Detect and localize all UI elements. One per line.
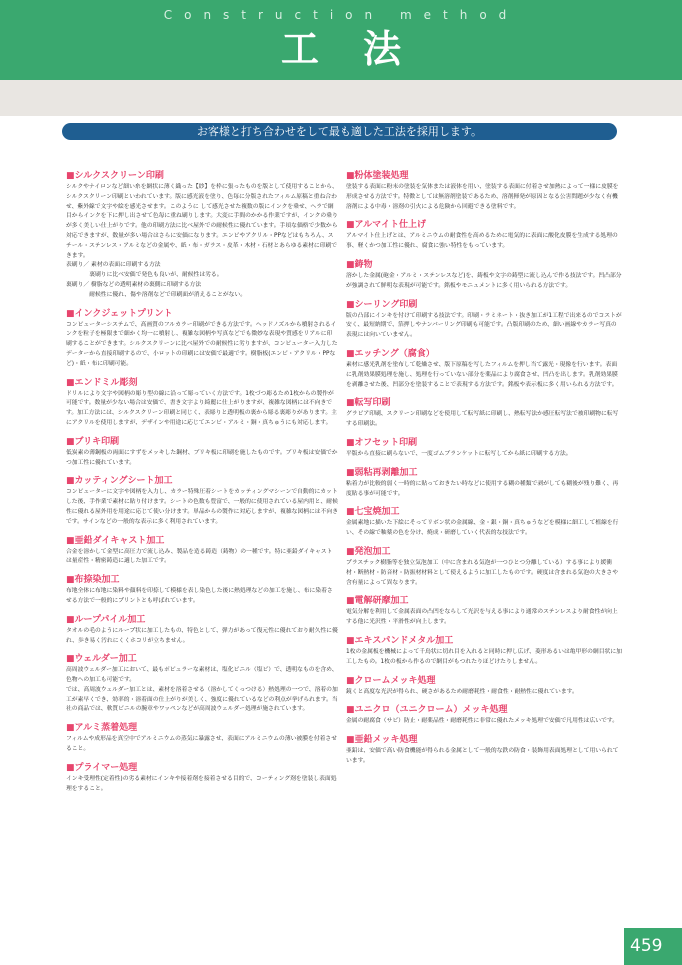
method-description: 低炭素の薄鋼板の両面にすずをメッキした鋼材、ブリキ板に印刷を施したものです。ブリキ板は安価でかつ加工性に優れています。 (66, 449, 338, 466)
method-section (66, 308, 338, 370)
method-heading: ■粉体塗装処理 (346, 171, 409, 181)
method-heading: ■オフセット印刷 (346, 437, 418, 448)
method-heading: ■発泡加工 (346, 546, 391, 557)
method-heading: ■電解研摩加工 (346, 596, 409, 607)
method-section (66, 535, 338, 568)
method-description: 金属の耐腐食（サビ）防止・耐薬品性・耐磨耗性に非常に優れたメッキ処理で安価で凡用性は広いです。 (346, 718, 618, 725)
method-description: プラスチック樹脂等を独立気泡加工（中に含まれる気泡が一つひとつ分離している）する事により緩衝材・断熱材・防音材・防振材材料として使えるように加工したものです。硬度は含まれる気泡の大きさや含有量によって異なります。 (346, 559, 618, 586)
method-description: 鏡くと高度な光沢が得られ、硬さがあるため耐磨耗性・耐食性・耐熱性に優れています。 (346, 688, 578, 695)
method-description: 塗装する表面に粉末の塗装を気体または液体を用い、塗装する表面に付着させ加熱によって一様に皮膜を形成させる方法です。特徴としては無溶剤塗装であるため、溶剤揮発が原因となる公害問題が少なく有機溶剤による中毒・溶剤の引火による危険から回避できる塗料です。 (346, 184, 619, 210)
method-description: 素材に感光乳剤を塗布して乾燥させ、版下原稿を写したフィルムを押し当て露光・現像を行います。表面に乳剤効果膜処理を施し、処理を行っていない部分を薬品により腐食させ、凹凸を出します。乳剤効果膜を剥離させた後、凹部分を塗装することで表現する方法です。銘板や表示板に多く用いられる方法です。 (346, 361, 618, 388)
intro-banner (62, 123, 617, 140)
method-heading: ■七宝焼加工 (346, 507, 400, 518)
method-description: 亜鉛は、安価で高い防食機能が得られる金属として一般的な鉄の防食・装飾用表面処理として用いられています。 (346, 748, 619, 764)
method-description: 溶かした金属(砲金・アルミ・ステンレスなど)を、鋳板や文字の鋳型に流し込んで作る技法です。凹凸部分が強調されて鮮明な表現が可能です。銘板やモニュメントに多く用いられる方法です。 (346, 272, 622, 289)
method-section (66, 377, 338, 429)
method-heading: ■インクジェットプリント (66, 308, 173, 319)
method-section (66, 653, 338, 715)
method-heading: ■エキスパンドメタル加工 (346, 635, 454, 646)
page-title: 工法 (280, 27, 445, 71)
method-section (346, 506, 622, 539)
method-section (346, 675, 622, 698)
method-description: ドリルにより文字や図柄の彫り型の線に沿って彫っていく方法です。1枚づつ彫るため1枚からの製作が可能です。数量が少ない場合は安価で、書き文字より綺麗に仕上がりますが、複雑な図柄には不向きです。加工方法には、シルクスクリーン印刷と同じく、表彫りと透明板の裏から彫る裏彫りがあります。主にアクリルを使用しますが、デザインや用途に応じてエンビ・アルミ・銅・真ちゅうにも対応します。 (66, 390, 337, 426)
method-section (346, 595, 622, 628)
method-heading: ■アルマイト仕上げ (346, 220, 426, 231)
method-description: グラビア印刷、スクリーン印刷などを使用して転写紙に印刷し、熱転写法か感圧転写法で被印刷物に転写する印刷法。 (346, 411, 619, 428)
method-heading: ■シーリング印刷 (346, 299, 418, 310)
method-description: 1枚の金属板を機械によって千鳥状に切れ目を入れると同時に押し広げ、菱形あるいは亀甲形の網目状に加工したもの。1枚の板から作るので網目がもつれたりほどけたりしません。 (346, 648, 622, 665)
method-heading: ■カッティングシート加工 (66, 476, 173, 487)
method-description: 布地全体に布地に染料や顔料を印捺して模様を表し染色した後に熱処理などの加工を施し、布に染着させる方法で一般的にプリントとも呼ばれています。 (66, 588, 333, 604)
method-section (66, 170, 338, 301)
method-heading: ■シルクスクリーン印刷 (66, 171, 164, 181)
method-section (66, 574, 338, 607)
method-heading: ■亜鉛メッキ処理 (346, 735, 418, 746)
method-description: タオルの毛のようにループ状に加工したもの、特色として、弾力があって復元性に優れており耐久性に優れ、歩き易く汚れにくくホコリが立ちません。 (66, 627, 338, 644)
method-description: フィルムや成形品を真空中でアルミニウムの蒸気に暴露させ、表面にアルミニウムの薄い被膜を付着させること。 (66, 736, 338, 753)
method-description: インキ受理性(定着性)の劣る素材にインキや接着剤を接着させる目的で、コーティング剤を塗装し表面処理をすること。 (66, 775, 337, 792)
method-heading: ■ウェルダー加工 (66, 654, 137, 665)
method-description: 粘着力が比較的弱く一時的に貼っておきたい時などに使用する糊の種類で剥がしても糊後が残り難く、再度貼る事が可能です。 (346, 480, 619, 497)
method-section (346, 467, 622, 500)
method-heading: ■ブリキ印刷 (66, 436, 120, 447)
page-number: 459 (624, 928, 682, 965)
method-section (346, 734, 622, 767)
method-description: シルクやナイロンなど細い糸を網状に薄く織った【紗】を枠に張ったものを版として使用することから、シルクスクリーン印刷といわれています。版に感光液を塗り、色毎に分版されたフィルム原稿と重ね合わせ、紫外線で文字や絵を感光させます。このように して感光させた複数の版にインクを乗せ、ヘラで網目からインクを下に押し出させて色毎に重ね刷りします。大変に手間のかかる作業ですが、インクの乗りが多く美しい仕上がりです。他の印刷方法に比べ屋外での耐候性に優れています。手頃な価格で少数から対応できますが、数量が多い場合はさらに安価になります。エンビやアクリル・PPなどはもちろん、スチール・ステンレス・アルミなどの金属や、紙・布・ガラス・皮革・木材・石材とあらゆる素材に印刷できます。 表刷り／ 素材の表面に印刷する方法 裏刷りに比べ安価で発色も良いが、耐候性は劣る。 裏刷り／ 樹脂などの透明素材の裏側に印刷する方法 耐候性に優れ、傷や溶剤などで印刷面が消えることがない。 (66, 184, 338, 298)
method-section (66, 614, 338, 647)
method-section (66, 475, 338, 527)
method-description: 合金を溶かして金型に高圧力で流し込み、製品を造る鋳造（鋳物）の一種です。特に亜鉛ダイキャストは量産性・精密鋳造に適した加工です。 (66, 548, 333, 565)
method-heading: ■ユニクロ（ユニクローム）メッキ処理 (346, 705, 508, 716)
method-section (346, 546, 622, 588)
left-column (66, 170, 338, 801)
method-section (66, 436, 338, 469)
method-description: 版の凸部にインキを付けて印刷する技法です。印刷・ラミネート・抜き加工が1工程で出来るのでコストが安く、最短納期で、箔押しやナンバーリング印刷も可能です。凸版印刷のため、細い画線やカラー写真の表現には向いていません。 (346, 312, 622, 339)
method-heading: ■布捺染加工 (66, 575, 120, 586)
method-section (346, 704, 622, 727)
method-heading: ■弱粘再剥離加工 (346, 467, 418, 478)
method-description: コンピューターに文字や図柄を入力し、カラー特殊圧着シートをカッティングマシーンで自動的にカットした後、手作業で素材に貼り付けます。シートの色数も豊富で、一般的に使用されている屋内用と、耐候性に優れる屋外用を用途に応じて使い分けます。単品からの製作に対応しますが、複雑な図柄には不向きです。サインなどの一般的な表示に多く利用されています。 (66, 489, 338, 525)
method-section (346, 397, 622, 430)
method-heading: ■エンドミル彫刻 (66, 377, 138, 388)
method-heading: ■クロームメッキ処理 (346, 675, 436, 686)
intro-banner-text: お客様と打ち合わせをして最も適した工法を採用します。 (196, 125, 483, 138)
method-description: コンピューターシステムで、高画質のフルカラー印刷ができる方法です。ヘッドノズルから噴射されるインクを粒子を極限まで細かく均一に噴射し、複雑な図柄や写真などでも微妙な表現や質感をリアルに印刷することができます。シルクスクリーンに比べ屋外での耐候性に劣りますが、コンピューター入力したデーターから直接印刷するので、小ロットの印刷には安価で最適です。樹脂板(エンビ・アクリル・PPなど)・紙・布に印刷可能。 (66, 321, 338, 367)
method-section (346, 437, 622, 460)
method-description: アルマイト仕上げとは、アルミニウムの耐食性を高めるために電気的に表面に酸化皮膜を生成する処理の事、軽くかつ加工性に優れ、腐食に強い特性をもっています。 (346, 233, 618, 250)
method-heading: ■エッチング（腐食） (346, 348, 435, 359)
method-section (346, 259, 622, 292)
header-divider-band (0, 80, 682, 116)
method-description: 電気分解を利用して金属表面の凸凹をならして光沢を与える事により通常のステンレスより耐食性が向上する他に光沢性・平滑性が向上します。 (346, 609, 618, 626)
header-eyebrow: Construction method (163, 8, 519, 22)
method-section (66, 722, 338, 755)
method-section (346, 348, 622, 390)
method-section (346, 170, 622, 212)
right-column (346, 170, 622, 774)
method-heading: ■亜鉛ダイキャスト加工 (66, 535, 165, 546)
method-section (66, 762, 338, 795)
page-header (0, 0, 682, 80)
method-description: 平版から直接に刷らないで、一度ゴムブランケットに転写してから紙に印刷する方法。 (346, 450, 572, 457)
method-section (346, 299, 622, 341)
method-description: 高周波ウェルダー加工において、最もポピュラーな素材は、塩化ビニル（塩ビ）で、透明なものを含め、色物への加工も可能です。 では、高周波ウェルダー加工とは、素材を溶着させる（溶かしてくっつける）熱処理の一つで、溶着の加工が素早くでき、効率的・溶着面の仕上がりが美しく、強度に優れているなどの利点が挙げられます。当社の商品では、軟質ビニルの腕章やワッペンなどが高周波ウェルダー処理が施されています。 (66, 667, 338, 713)
method-heading: ■鋳物 (346, 259, 373, 270)
method-section (346, 219, 622, 252)
method-section (346, 635, 622, 668)
method-heading: ■転写印刷 (346, 398, 391, 409)
method-description: 金属素地に描いた下絵にそってリボン状の金属線、金・銀・銅・真ちゅうなどを模様に細工して植線を行い、その線で釉薬の色を分け、焼成・研磨していく代表的な技法です。 (346, 520, 619, 537)
method-heading: ■アルミ蒸着処理 (66, 723, 138, 734)
method-heading: ■プライマー処理 (66, 762, 138, 773)
method-heading: ■ループパイル加工 (66, 614, 146, 625)
